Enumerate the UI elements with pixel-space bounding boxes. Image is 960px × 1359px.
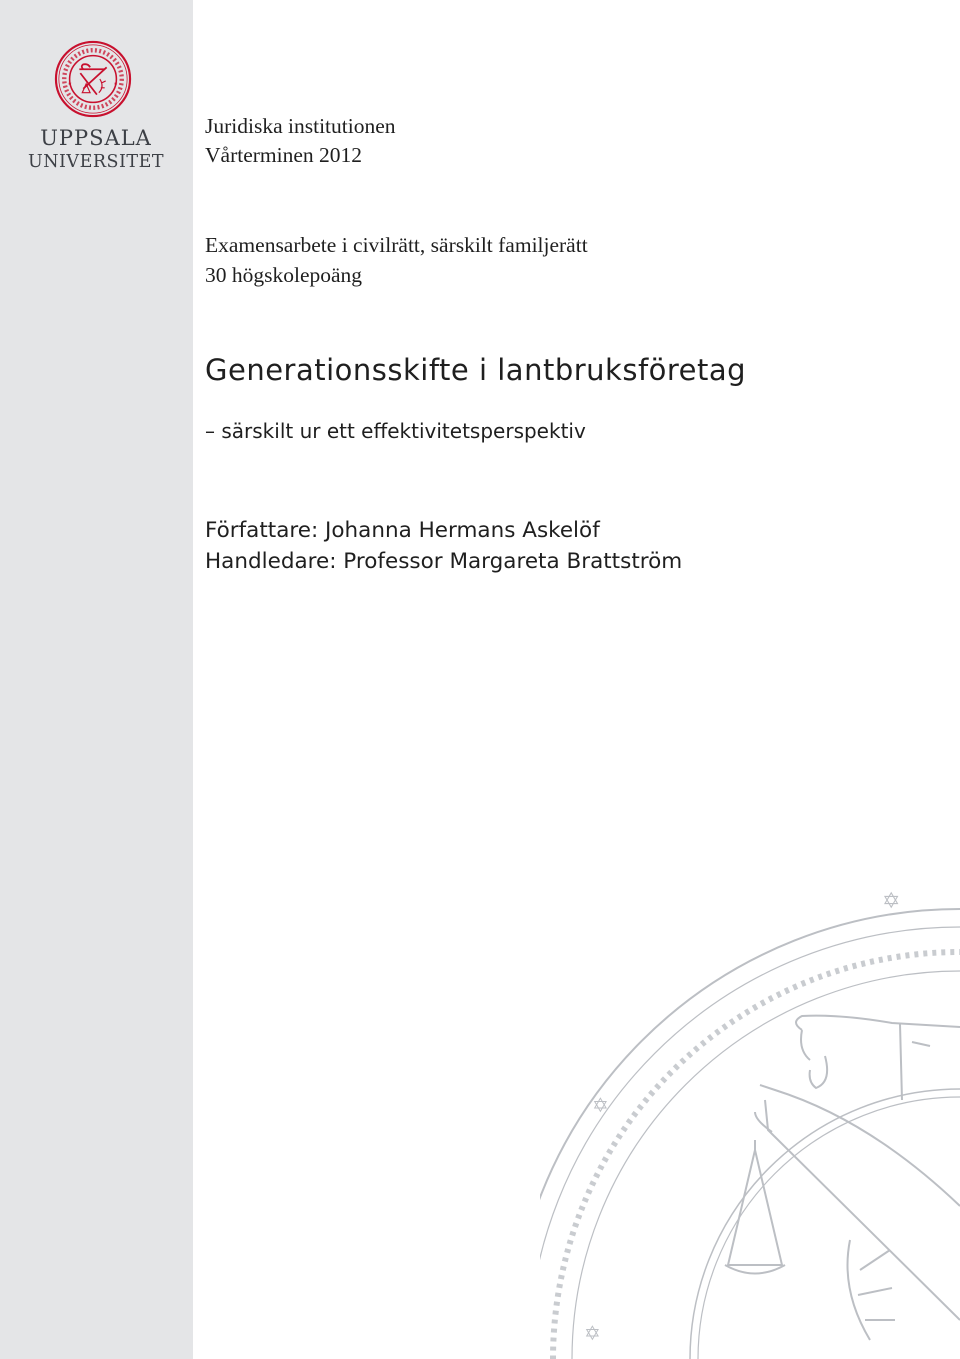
course-credits: 30 högskolepoäng [205,263,363,287]
logo-wordmark-line2: UNIVERSITET [27,152,165,172]
supervisor: Handledare: Professor Margareta Brattström [205,549,683,574]
svg-text:★: ★ [67,80,73,87]
university-seal-icon [54,40,132,118]
svg-text:✡: ✡ [592,1093,609,1117]
svg-text:✡: ✡ [882,889,901,914]
institution-name: Juridiska institutionen [205,114,396,138]
university-seal-watermark [540,820,960,1359]
svg-text:✡: ✡ [584,1321,601,1345]
svg-text:★: ★ [113,80,118,87]
course-name: Examensarbete i civilrätt, särskilt familjerätt [205,233,588,257]
author: Författare: Johanna Hermans Askelöf [205,518,600,543]
logo-wordmark-line1: UPPSALA [40,126,152,150]
term: Vårterminen 2012 [205,143,363,167]
thesis-subtitle: – särskilt ur ett effektivitetsperspektiv [205,419,586,443]
thesis-title: Generationsskifte i lantbruksföretag [205,353,747,387]
left-sidebar-band [0,0,193,1359]
